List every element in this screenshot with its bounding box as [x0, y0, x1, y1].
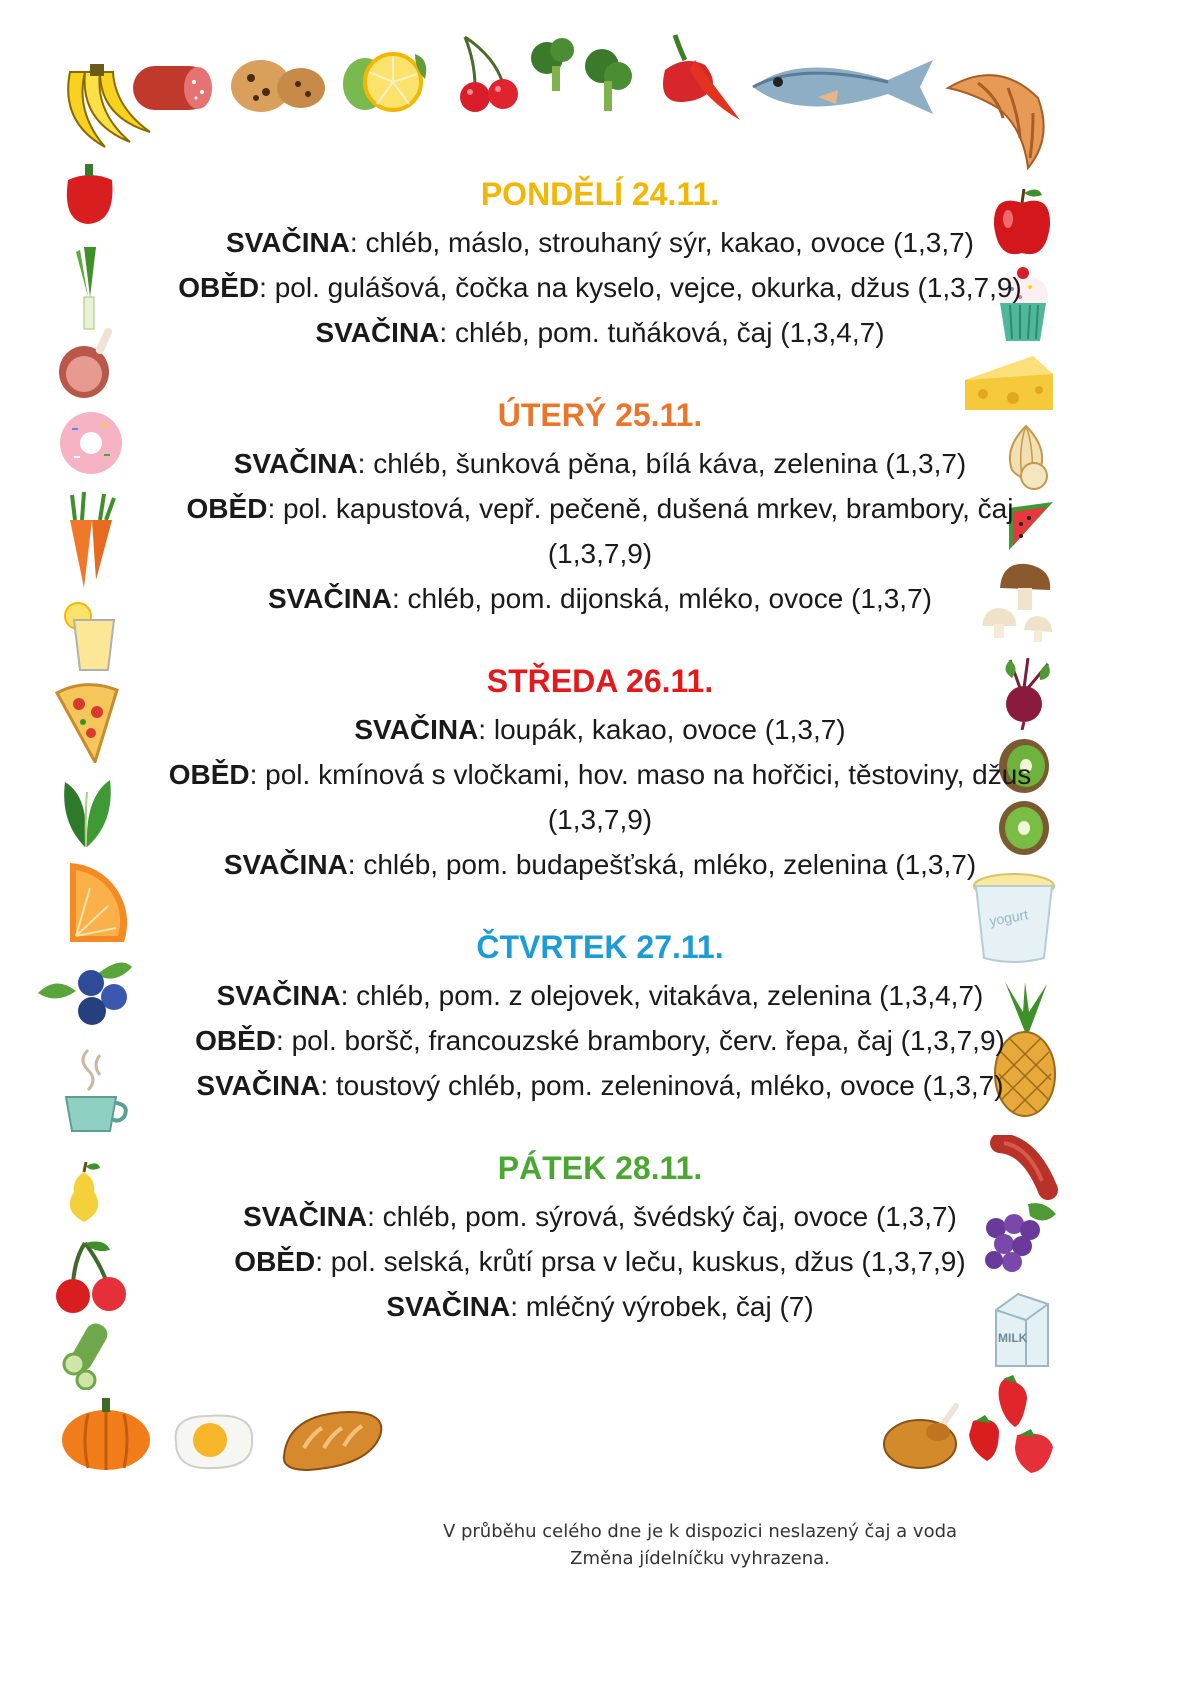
- meal-line: [140, 310, 1060, 355]
- salami-icon: [128, 58, 218, 118]
- footer-note: [420, 1518, 980, 1572]
- meal-line: [140, 707, 1060, 752]
- meal-items: : toustový chléb, pom. zeleninová, mléko, ovoce (1,3,7): [320, 1070, 1004, 1101]
- meal-items: : pol. kmínová s vločkami, hov. maso na hořčici, těstoviny, džus (1,3,7,9): [249, 759, 1032, 835]
- cherries-icon: [55, 1238, 130, 1316]
- fried-egg-icon: [168, 1410, 258, 1472]
- day-block-thursday: [140, 925, 1060, 1108]
- ham-icon: [56, 322, 121, 402]
- cookies-icon: [226, 56, 326, 116]
- day-title-monday: PONDĚLÍ 24.11.: [480, 176, 720, 212]
- weekly-menu: [140, 172, 1060, 1367]
- carrots-icon: [60, 490, 125, 590]
- day-block-friday: [140, 1146, 1060, 1329]
- meal-label: SVAČINA: [315, 317, 440, 348]
- meal-label: SVAČINA: [233, 448, 358, 479]
- day-block-tuesday: [140, 393, 1060, 621]
- meal-items: : chléb, pom. tuňáková, čaj (1,3,4,7): [439, 317, 885, 348]
- spinach-icon: [55, 772, 120, 850]
- meal-items: : chléb, pom. z olejovek, vitakáva, zelenina (1,3,4,7): [340, 980, 984, 1011]
- yogurt-label: yogurt: [988, 906, 1030, 929]
- meal-items: : chléb, pom. dijonská, mléko, ovoce (1,3,7): [391, 583, 932, 614]
- bread-icon: [278, 1408, 386, 1473]
- cucumber-icon: [60, 1322, 115, 1390]
- meal-label: OBĚD: [195, 1025, 277, 1056]
- meal-items: : pol. boršč, francouzské brambory, červ. řepa, čaj (1,3,7,9): [276, 1025, 1005, 1056]
- croissant-icon: [938, 58, 1053, 173]
- day-block-wednesday: [140, 659, 1060, 887]
- donut-icon: [58, 410, 124, 476]
- day-title-friday: PÁTEK 28.11.: [497, 1150, 703, 1186]
- broccoli-icon: [522, 36, 642, 116]
- meal-label: SVAČINA: [354, 714, 479, 745]
- meal-items: : chléb, pom. budapešťská, mléko, zelenina (1,3,7): [347, 849, 977, 880]
- cherries-icon: [455, 32, 525, 117]
- blueberries-icon: [36, 955, 134, 1035]
- meal-label: SVAČINA: [243, 1201, 368, 1232]
- meal-items: : chléb, pom. sýrová, švédský čaj, ovoce (1,3,7): [367, 1201, 957, 1232]
- meal-line: [140, 441, 1060, 486]
- meal-items: : chléb, máslo, strouhaný sýr, kakao, ovoce (1,3,7): [349, 227, 975, 258]
- meal-label: SVAČINA: [223, 849, 348, 880]
- meal-items: : mléčný výrobek, čaj (7): [510, 1291, 814, 1322]
- meal-line: [140, 1063, 1060, 1108]
- meal-label: OBĚD: [178, 272, 260, 303]
- meal-items: : loupák, kakao, ovoce (1,3,7): [478, 714, 846, 745]
- strawberries-icon: [965, 1375, 1060, 1475]
- orange-slice-icon: [60, 858, 128, 946]
- pizza-icon: [55, 678, 120, 763]
- pumpkin-icon: [58, 1392, 153, 1472]
- lemon-icon: [335, 44, 435, 114]
- meal-line: [140, 1018, 1060, 1063]
- day-title-thursday: ČTVRTEK 27.11.: [476, 929, 724, 965]
- meal-line: [140, 1194, 1060, 1239]
- fish-icon: [748, 52, 938, 122]
- meal-label: OBĚD: [186, 493, 268, 524]
- meal-line: [140, 1284, 1060, 1329]
- meal-line: [140, 265, 1060, 310]
- meal-label: SVAČINA: [268, 583, 392, 614]
- pepper-icon: [645, 30, 750, 125]
- roast-chicken-icon: [880, 1400, 965, 1472]
- meal-label: SVAČINA: [196, 1070, 321, 1101]
- milk-label: MILK: [998, 1331, 1028, 1345]
- meal-line: [140, 220, 1060, 265]
- leek-icon: [66, 242, 111, 332]
- footer-line-drinks: V průběhu celého dne je k dispozici neslazený čaj a voda: [442, 1521, 958, 1542]
- meal-items: : chléb, šunková pěna, bílá káva, zelenina (1,3,7): [357, 448, 967, 479]
- meal-line: [140, 973, 1060, 1018]
- day-block-monday: [140, 172, 1060, 355]
- day-title-tuesday: ÚTERÝ 25.11.: [497, 397, 703, 433]
- meal-label: OBĚD: [168, 759, 250, 790]
- red-pepper-icon: [60, 162, 120, 227]
- meal-items: : pol. selská, krůtí prsa v leču, kuskus, džus (1,3,7,9): [315, 1246, 966, 1277]
- pear-icon: [60, 1160, 108, 1225]
- meal-items: : pol. kapustová, vepř. pečeně, dušená mrkev, brambory, čaj (1,3,7,9): [267, 493, 1014, 569]
- meal-label: SVAČINA: [216, 980, 341, 1011]
- tea-cup-icon: [58, 1045, 133, 1135]
- footer-line-disclaimer: Změna jídelníčku vyhrazena.: [570, 1548, 830, 1569]
- meal-label: OBĚD: [234, 1246, 316, 1277]
- meal-line: [140, 752, 1060, 842]
- meal-line: [140, 576, 1060, 621]
- meal-label: SVAČINA: [386, 1291, 511, 1322]
- meal-line: [140, 1239, 1060, 1284]
- meal-line: [140, 486, 1060, 576]
- meal-line: [140, 842, 1060, 887]
- meal-items: : pol. gulášová, čočka na kyselo, vejce, okurka, džus (1,3,7,9): [259, 272, 1022, 303]
- day-title-wednesday: STŘEDA 26.11.: [486, 663, 714, 699]
- meal-label: SVAČINA: [225, 227, 350, 258]
- lemonade-icon: [60, 600, 125, 672]
